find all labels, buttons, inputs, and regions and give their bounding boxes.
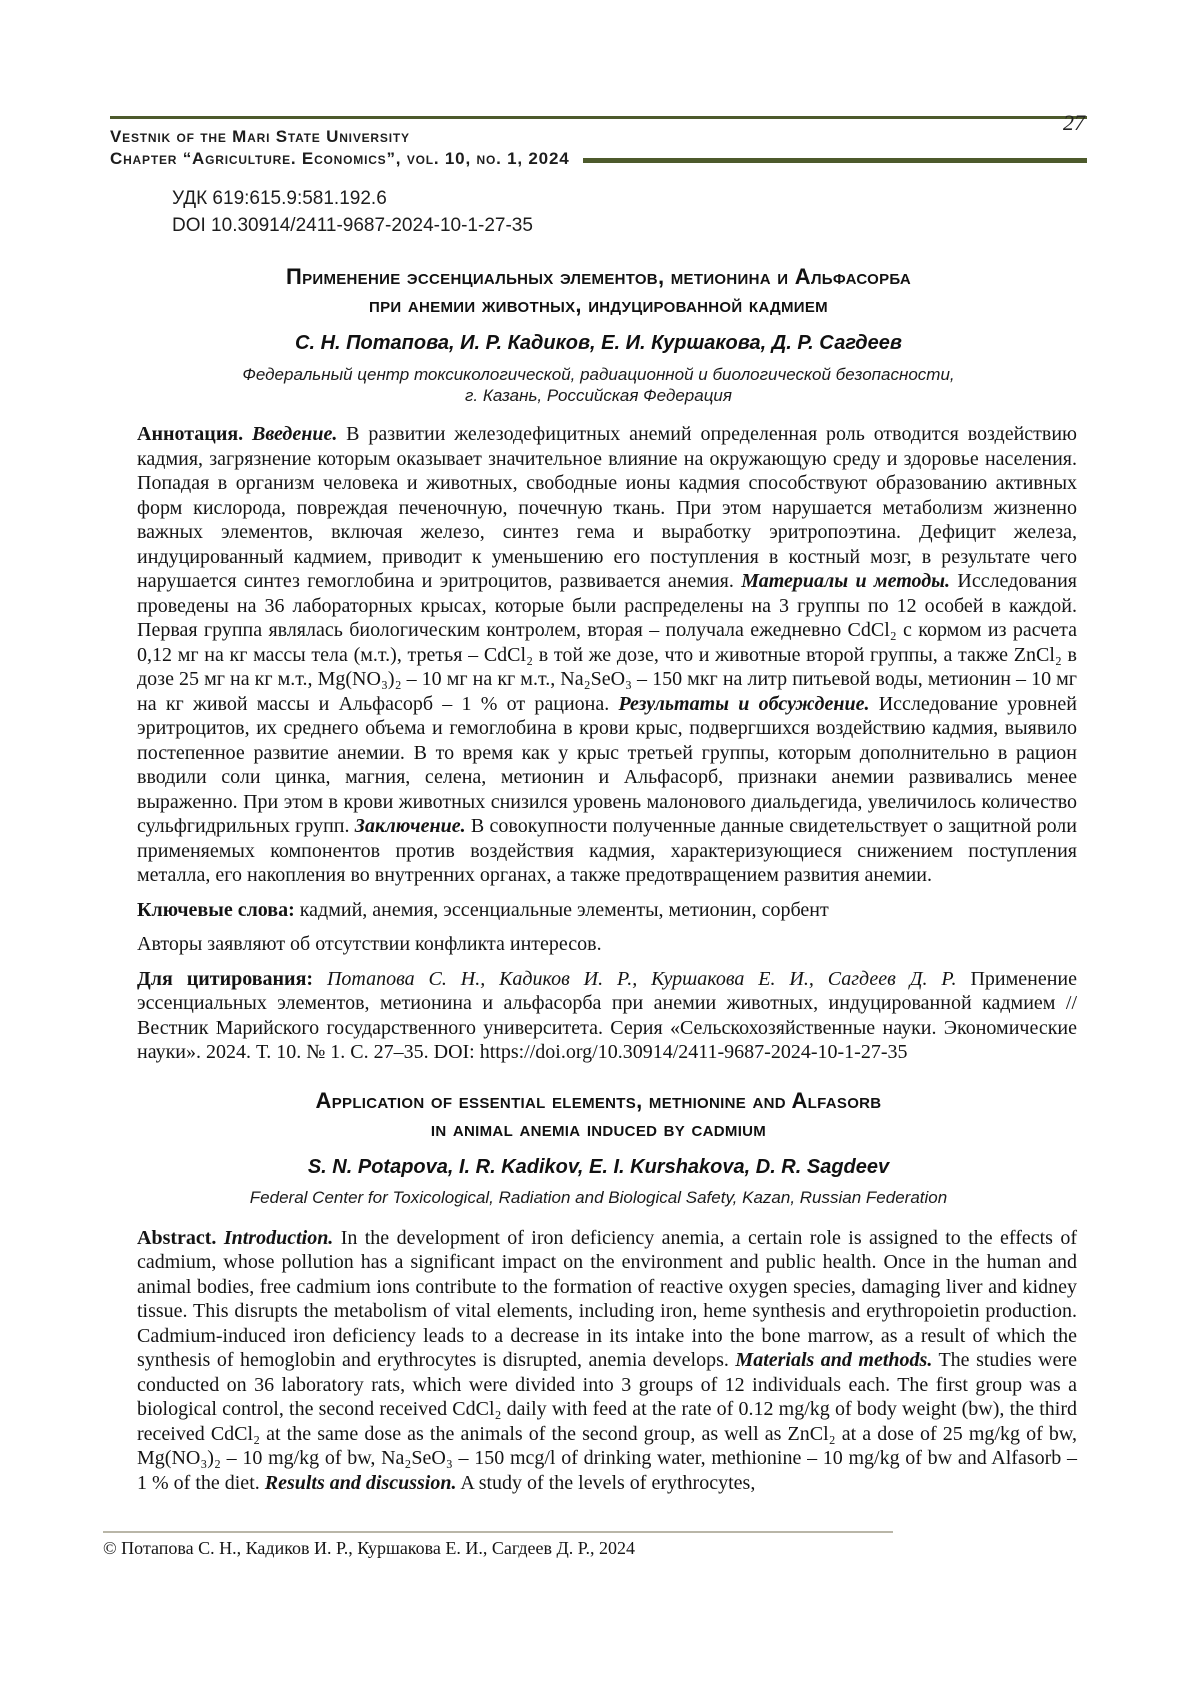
authors-ru: С. Н. Потапова, И. Р. Кадиков, Е. И. Куршакова, Д. Р. Сагдеев: [295, 332, 902, 354]
article-title-ru: [110, 263, 1087, 319]
citation-ru: Для цитирования: Потапова С. Н., Кадиков И. Р., Куршакова Е. И., Сагдеев Д. Р. Применение эссенциальных элементов, метионина и альфасорба при анемии животных, индуцированной кадмием // Вестник Марийского государственного университета. Серия «Сельскохозяйственные науки. Экономические науки». 2024. Т. 10. № 1. С. 27–35. DOI: https://doi.org/10.30914/2411-9687-2024-10-1-27-35: [137, 967, 1077, 1063]
article-identifiers: [172, 185, 1087, 239]
affiliation-ru: [110, 364, 1087, 406]
article-title-ru-line1: Применение эссенциальных элементов, метионина и Альфасорба: [285, 264, 912, 289]
top-rule: [110, 116, 1087, 119]
affiliation-ru-line2: г. Казань, Российская Федерация: [465, 386, 732, 405]
copyright-line: © Потапова С. Н., Кадиков И. Р., Куршакова Е. И., Сагдеев Д. Р., 2024: [103, 1538, 636, 1558]
page-header: [110, 110, 1087, 169]
keywords-ru: Ключевые слова: кадмий, анемия, эссенциальные элементы, метионин, сорбент: [137, 898, 829, 921]
article-title-en-line1: Application of essential elements, methionine and Alfasorb: [315, 1087, 882, 1113]
article-title-en-line2: in animal anemia induced by cadmium: [430, 1115, 767, 1141]
affiliation-en: Federal Center for Toxicological, Radiation and Biological Safety, Kazan, Russian Federation: [249, 1187, 948, 1207]
conflict-statement: Авторы заявляют об отсутствии конфликта интересов.: [137, 933, 602, 955]
doi-line: DOI 10.30914/2411-9687-2024-10-1-27-35: [172, 215, 533, 236]
authors-en: S. N. Potapova, I. R. Kadikov, E. I. Kurshakova, D. R. Sagdeev: [307, 1155, 890, 1178]
article-title-ru-line2: при анемии животных, индуцированной кадмием: [369, 292, 828, 317]
article-title-en: [110, 1087, 1087, 1143]
footer-rule: [103, 1531, 893, 1533]
abstract-en: Abstract. Introduction. In the development of iron deficiency anemia, a certain role is assigned to the effects of cadmium, whose pollution has a significant impact on the environment and public health. Once in the human and animal bodies, free cadmium ions contribute to the formation of reactive oxygen species, damaging liver and kidney tissue. This disrupts the metabolism of vital elements, including iron, heme synthesis and erythropoietin production. Cadmium-induced iron deficiency leads to a decrease in its intake into the bone marrow, as a result of which the synthesis of hemoglobin and erythrocytes is disrupted, anemia develops. Materials and methods. The studies were conducted on 36 laboratory rats, which were divided into 3 groups of 12 individuals each. The first group was a biological control, the second received CdCl₂ daily with feed at the rate of 0.12 mg/kg of body weight (bw), the third received CdCl₂ at the same dose as the animals of the second group, as well as ZnCl₂ at a dose of 25 mg/kg of bw, Mg(NO₃)₂ – 10 mg/kg of bw, Na₂SeO₃ – 150 mcg/l of drinking water, methionine – 10 mg/kg of bw and Alfasorb – 1 % of the diet. Results and discussion. A study of the levels of erythrocytes,: [137, 1226, 1078, 1494]
udk-line: УДК 619:615.9:581.192.6: [172, 188, 387, 209]
header-thick-rule: [583, 158, 1087, 163]
page-number: 27: [1063, 110, 1085, 135]
abstract-ru: Аннотация. Введение. В развитии железодефицитных анемий определенная роль отводится воздействию кадмия, загрязнение которым оказывает значительное влияние на окружающую среду и здоровье населения. Попадая в организм человека и животных, свободные ионы кадмия способствуют образованию активных форм кислорода, повреждая печеночную, почечную ткань. При этом нарушается метаболизм жизненно важных элементов, включая железо, синтез гема и выработку эритропоэтина. Дефицит железа, индуцированный кадмием, приводит к уменьшению его поступления в костный мозг, в результате чего нарушается синтез гемоглобина и эритроцитов, развивается анемия. Материалы и методы. Исследования проведены на 36 лабораторных крысах, которые были распределены на 3 группы по 12 особей в каждой. Первая группа являлась биологическим контролем, вторая – получала ежедневно CdCl₂ с кормом из расчета 0,12 мг на кг массы тела (м.т.), третья – CdCl₂ в той же дозе, что и животные второй группы, а также ZnCl₂ в дозе 25 мг на кг м.т., Mg(NO₃)₂ – 10 мг на кг м.т., Na₂SeO₃ – 150 мкг на литр питьевой воды, метионин – 10 мг на кг живой массы и Альфасорб – 1 % от рациона. Результаты и обсуждение. Исследование уровней эритроцитов, их среднего объема и гемоглобина в крови крыс, подвергшихся воздействию кадмия, выявило постепенное развитие анемии. В то время как у крыс третьей группы, которым дополнительно в рацион вводили соли цинка, магния, селена, метионин и Альфасорб, признаки анемии развивались менее выраженно. При этом в крови животных снизился уровень малонового диальдегида, увеличилось количество сульфгидрильных групп. Заключение. В совокупности полученные данные свидетельствует о защитной роли применяемых компонентов против воздействия кадмия, характеризующиеся снижением поступления металла, его накопления во внутренних органах, а также предотвращением развития анемии.: [137, 423, 1077, 886]
chapter-line: Chapter “Agriculture. Economics”, vol. 10, no. 1, 2024: [110, 149, 570, 168]
journal-name: Vestnik of the Mari State University: [110, 127, 410, 146]
page-footer: [103, 1531, 893, 1559]
affiliation-ru-line1: Федеральный центр токсикологической, радиационной и биологической безопасности,: [242, 365, 955, 384]
